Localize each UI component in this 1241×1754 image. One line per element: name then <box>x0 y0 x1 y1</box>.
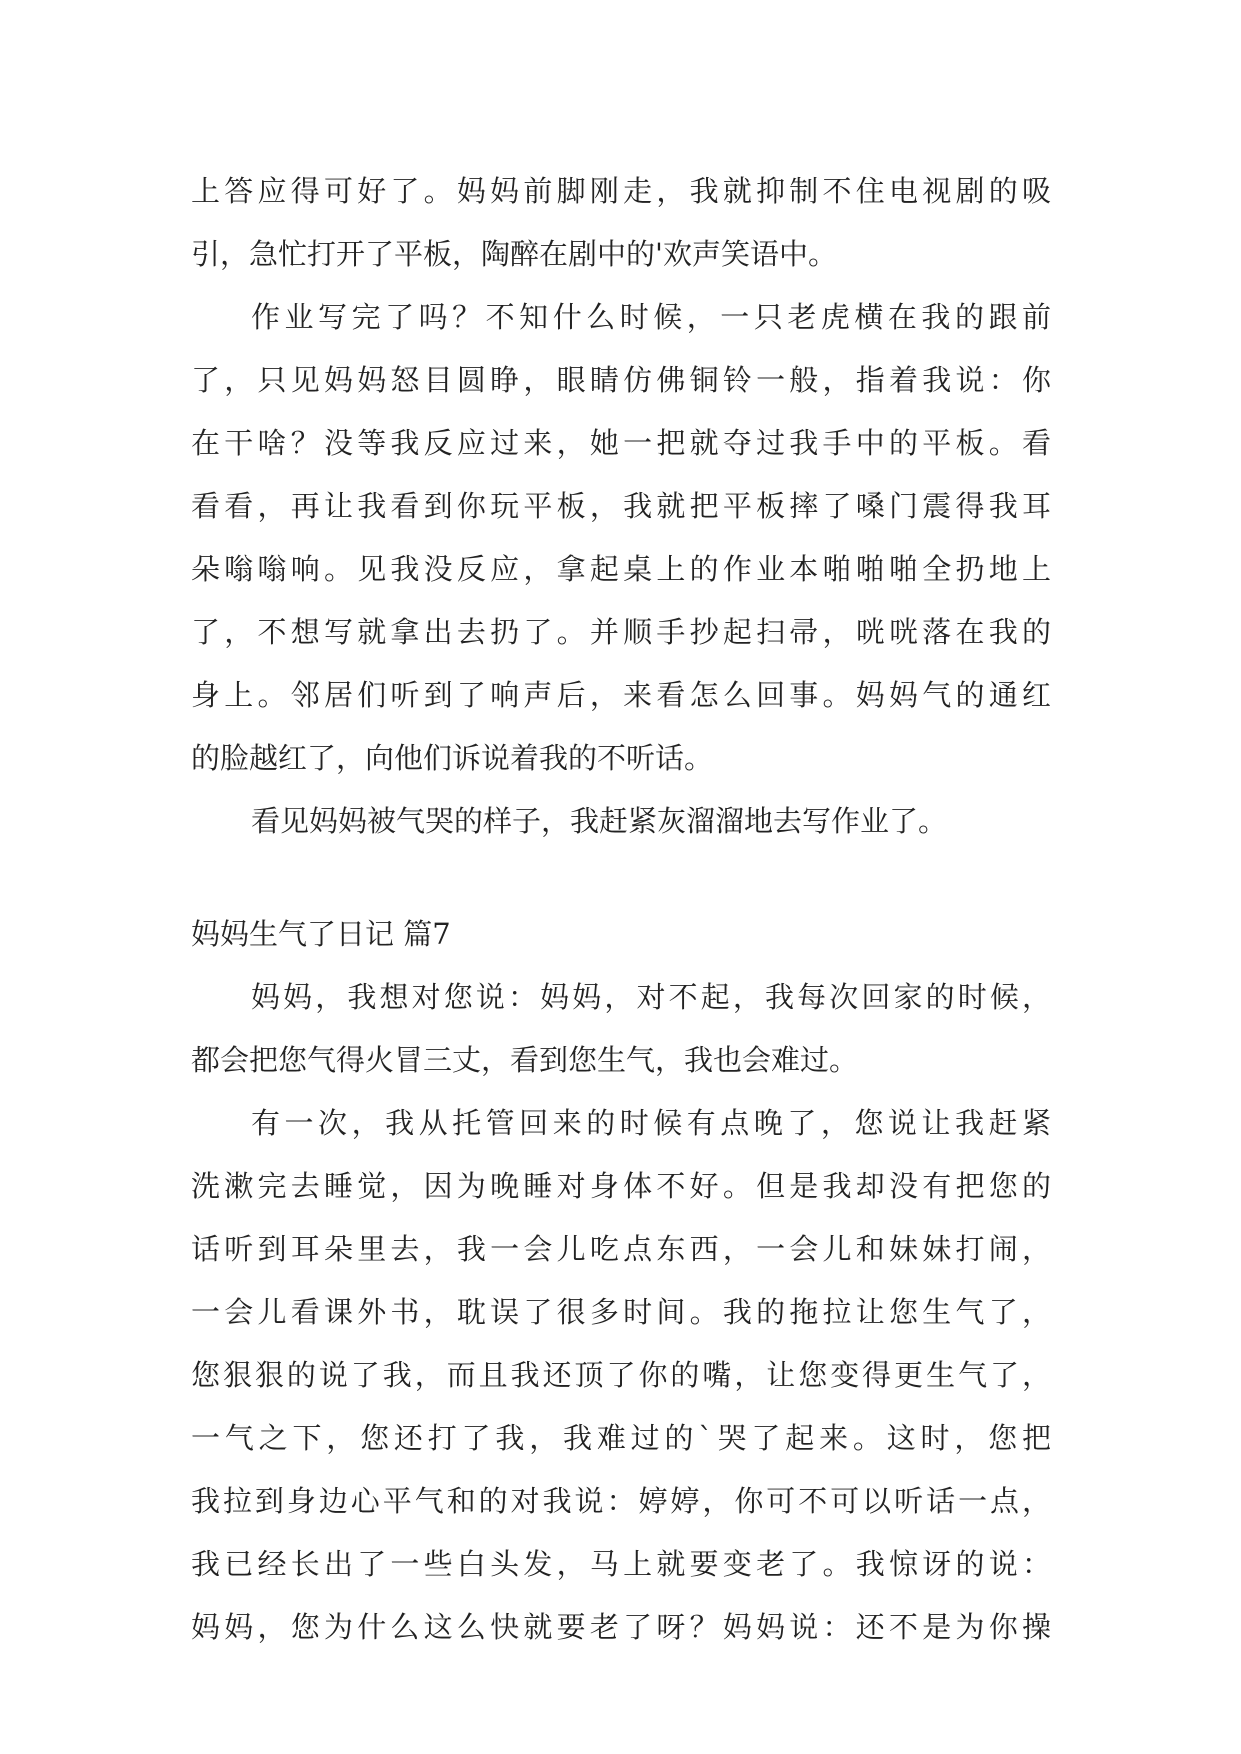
section-heading: 妈妈生气了日记 篇7 <box>191 917 451 951</box>
text-line: 了，不想写就拿出去扔了。并顺手抄起扫帚，咣咣落在我的 <box>191 615 1051 649</box>
paragraph <box>191 160 1051 286</box>
paragraph <box>191 966 1051 1092</box>
text-line: 引，急忙打开了平板，陶醉在剧中的'欢声笑语中。 <box>191 237 837 271</box>
paragraph <box>191 286 1051 790</box>
text-line: 的脸越红了，向他们诉说着我的不听话。 <box>191 741 714 775</box>
text-line: 上答应得可好了。妈妈前脚刚走，我就抑制不住电视剧的吸 <box>191 174 1051 208</box>
paragraph <box>191 1092 1051 1659</box>
text-line: 一气之下，您还打了我，我难过的`哭了起来。这时，您把 <box>191 1421 1051 1455</box>
document-body <box>191 160 1051 1659</box>
text-line: 一会儿看课外书，耽误了很多时间。我的拖拉让您生气了， <box>191 1295 1051 1329</box>
text-line: 您狠狠的说了我，而且我还顶了你的嘴，让您变得更生气了， <box>191 1358 1051 1392</box>
text-line: 我已经长出了一些白头发，马上就要变老了。我惊讶的说： <box>191 1547 1051 1581</box>
text-line: 看看，再让我看到你玩平板，我就把平板摔了嗓门震得我耳 <box>191 489 1051 523</box>
text-line: 作业写完了吗？不知什么时候，一只老虎横在我的跟前 <box>251 300 1051 334</box>
text-line: 话听到耳朵里去，我一会儿吃点东西，一会儿和妹妹打闹， <box>191 1232 1051 1266</box>
text-line: 有一次，我从托管回来的时候有点晚了，您说让我赶紧 <box>251 1106 1051 1140</box>
text-line: 朵嗡嗡响。见我没反应，拿起桌上的作业本啪啪啪全扔地上 <box>191 552 1051 586</box>
text-line: 都会把您气得火冒三丈，看到您生气，我也会难过。 <box>191 1043 859 1077</box>
text-line: 身上。邻居们听到了响声后，来看怎么回事。妈妈气的通红 <box>191 678 1051 712</box>
section-gap <box>191 853 1051 903</box>
paragraph <box>191 790 1051 853</box>
text-line: 看见妈妈被气哭的样子，我赶紧灰溜溜地去写作业了。 <box>251 804 948 838</box>
text-line: 洗漱完去睡觉，因为晚睡对身体不好。但是我却没有把您的 <box>191 1169 1051 1203</box>
text-line: 我拉到身边心平气和的对我说：婷婷，你可不可以听话一点， <box>191 1484 1051 1518</box>
text-line: 了，只见妈妈怒目圆睁，眼睛仿佛铜铃一般，指着我说：你 <box>191 363 1051 397</box>
text-line: 妈妈，我想对您说：妈妈，对不起，我每次回家的时候， <box>251 980 1051 1014</box>
text-line: 在干啥？没等我反应过来，她一把就夺过我手中的平板。看 <box>191 426 1051 460</box>
text-line: 妈妈，您为什么这么快就要老了呀？妈妈说：还不是为你操 <box>191 1610 1051 1644</box>
